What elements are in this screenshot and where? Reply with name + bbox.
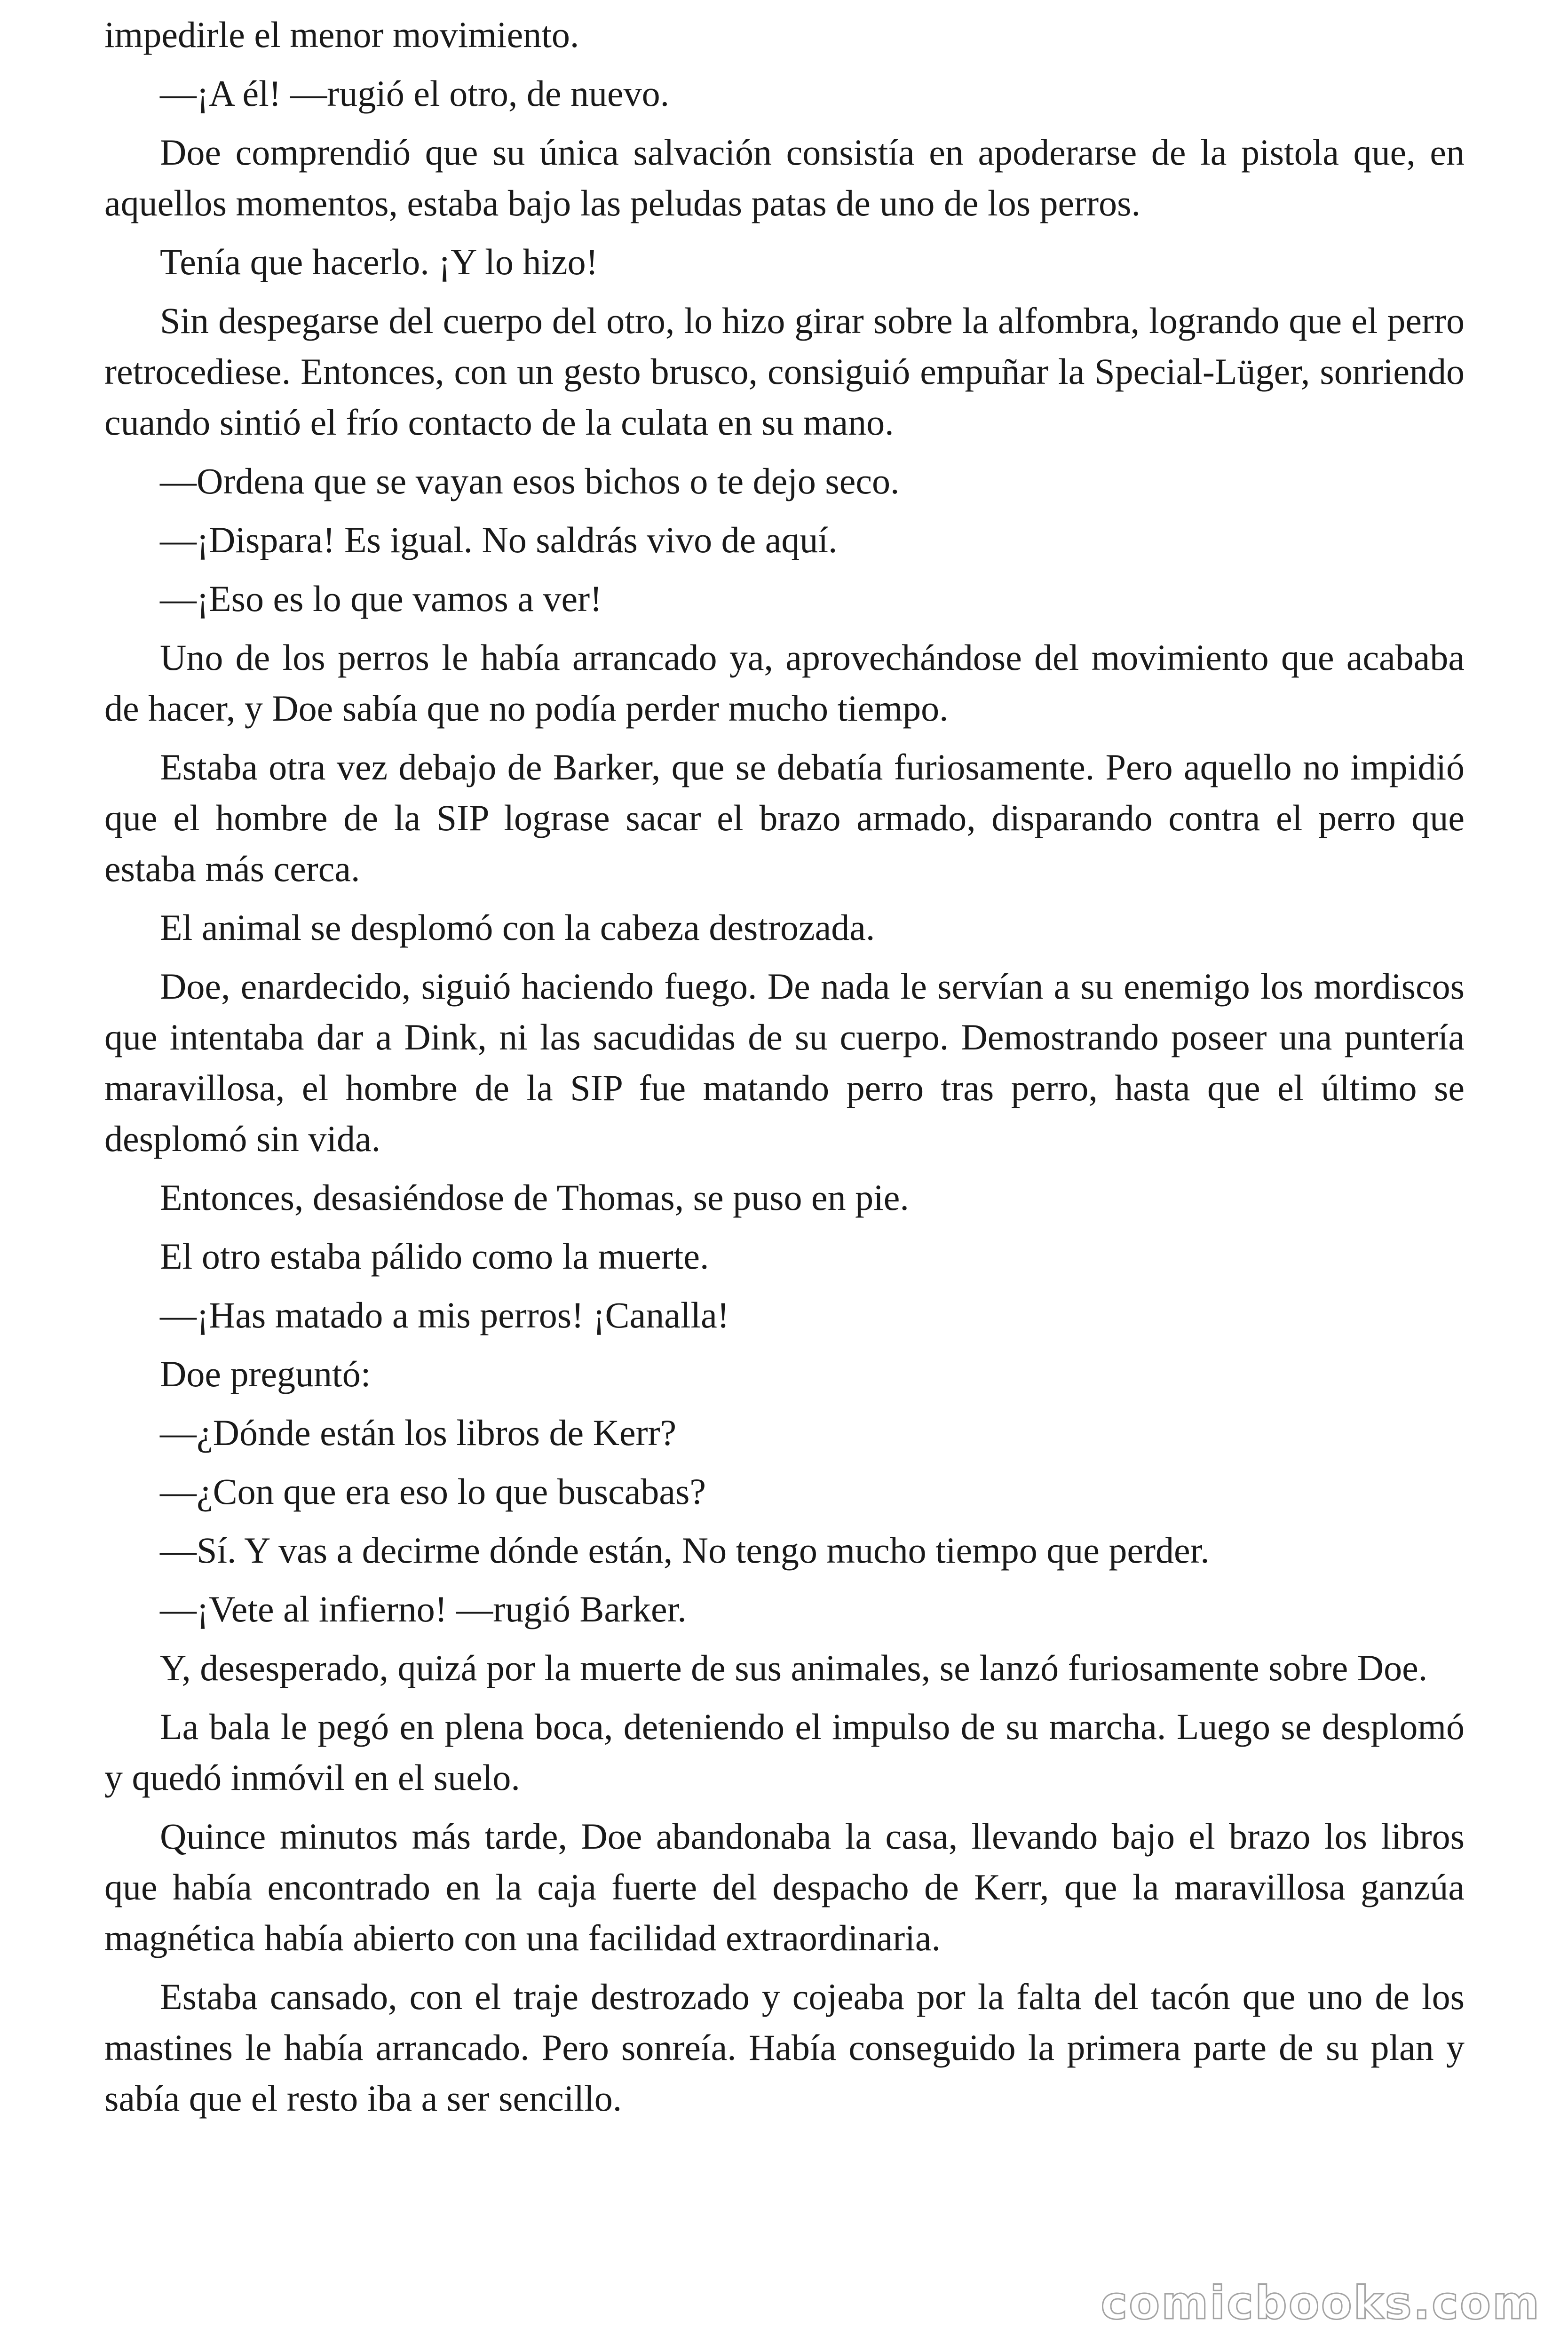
paragraph: —¡Vete al infierno! —rugió Barker. [160,1589,687,1629]
paragraph: Doe comprendió que su única salvación consistía en apoderarse de la pistola que, en aquellos momentos, estaba bajo las peludas patas de uno de los perros. [104,132,1465,223]
paragraph: impedirle el menor movimiento. [104,14,579,55]
paragraph: —¿Con que era eso lo que buscabas? [160,1471,706,1512]
paragraph: —¡Dispara! Es igual. No saldrás vivo de aquí. [160,519,838,560]
paragraph: Doe, enardecido, siguió haciendo fuego. De nada le servían a su enemigo los mordiscos que intentaba dar a Dink, ni las sacudidas de su cuerpo. Demostrando poseer una puntería maravillosa, el hombre de la SIP fue matando perro tras perro, hasta que el último se desplomó sin vida. [104,966,1465,1159]
paragraph: Estaba otra vez debajo de Barker, que se debatía furiosamente. Pero aquello no impidió que el hombre de la SIP lograse sacar el brazo armado, disparando contra el perro que estaba más cerca. [104,747,1465,889]
paragraph: —Sí. Y vas a decirme dónde están, No tengo mucho tiempo que perder. [160,1530,1210,1571]
paragraph: —¿Dónde están los libros de Kerr? [160,1412,677,1453]
paragraph: —Ordena que se vayan esos bichos o te dejo seco. [160,461,900,501]
paragraph: —¡A él! —rugió el otro, de nuevo. [160,73,670,114]
paragraph: —¡Eso es lo que vamos a ver! [160,578,602,619]
text-column [104,9,1465,2132]
paragraph: El otro estaba pálido como la muerte. [160,1236,709,1277]
watermark-text: comicbooks.com [1101,2277,1541,2329]
paragraph: Tenía que hacerlo. ¡Y lo hizo! [160,241,598,282]
paragraph: —¡Has matado a mis perros! ¡Canalla! [160,1295,729,1335]
paragraph: Y, desesperado, quizá por la muerte de sus animales, se lanzó furiosamente sobre Doe. [160,1647,1428,1688]
paragraph: Entonces, desasiéndose de Thomas, se puso en pie. [160,1177,909,1218]
paragraph: Sin despegarse del cuerpo del otro, lo hizo girar sobre la alfombra, logrando que el perro retrocediese. Entonces, con un gesto brusco, consiguió empuñar la Special-Lüger, sonriendo cuando sintió el frío contacto de la culata en su mano. [104,300,1465,443]
paragraph: Uno de los perros le había arrancado ya, aprovechándose del movimiento que acababa de hacer, y Doe sabía que no podía perder mucho tiempo. [104,637,1465,729]
paragraph: Estaba cansado, con el traje destrozado y cojeaba por la falta del tacón que uno de los mastines le había arrancado. Pero sonreía. Había conseguido la primera parte de su plan y sabía que el resto iba a ser sencillo. [104,1976,1465,2119]
paragraph: Quince minutos más tarde, Doe abandonaba la casa, llevando bajo el brazo los libros que había encontrado en la caja fuerte del despacho de Kerr, que la maravillosa ganzúa magnética había abierto con una facilidad extraordinaria. [104,1816,1465,1958]
paragraph: La bala le pegó en plena boca, deteniendo el impulso de su marcha. Luego se desplomó y quedó inmóvil en el suelo. [104,1706,1465,1798]
paragraph: Doe preguntó: [160,1353,371,1394]
paragraph: El animal se desplomó con la cabeza destrozada. [160,907,875,948]
